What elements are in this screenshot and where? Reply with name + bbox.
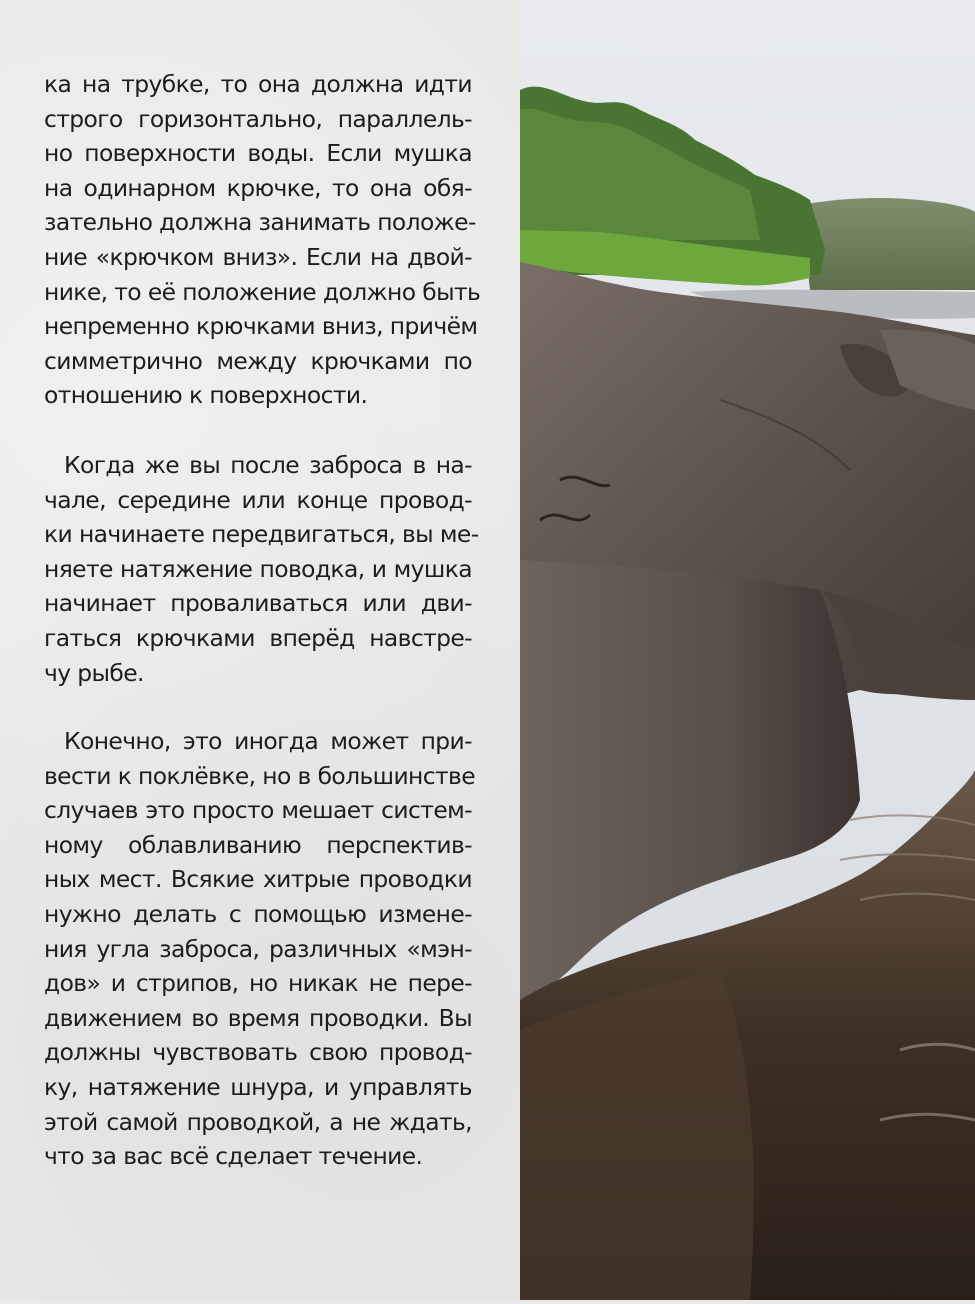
- text-line: но поверхности воды. Если мушка: [44, 139, 472, 168]
- text-line: отношению к поверхности.: [44, 381, 368, 410]
- text-line: непременно крючками вниз, причём: [44, 312, 478, 341]
- text-line: Когда же вы после заброса в на-: [64, 451, 472, 479]
- text-line: нужно делать с помощью измене-: [44, 899, 472, 928]
- text-line: ному облавливанию перспектив-: [44, 830, 472, 859]
- text-line: чу рыбе.: [44, 658, 144, 687]
- text-line: начинает проваливаться или дви-: [44, 589, 472, 618]
- text-line: случаев это просто мешает систем-: [44, 796, 472, 825]
- text-line: Конечно, это иногда может при-: [64, 727, 472, 755]
- text-line: гаться крючками вперёд навстре-: [44, 623, 472, 652]
- landscape-photo-icon: [520, 0, 975, 1300]
- text-line: движением во время проводки. Вы: [44, 1003, 472, 1032]
- text-line: этой самой проводкой, а не ждать,: [44, 1107, 472, 1136]
- distant-hill: [800, 198, 975, 290]
- text-line: симметрично между крючками по: [44, 346, 472, 375]
- text-line: строго горизонтально, параллель-: [44, 104, 472, 133]
- text-line: ных мест. Всякие хитрые проводки: [44, 865, 472, 894]
- text-line: должны чувствовать свою провод-: [44, 1038, 472, 1067]
- text-line: ки начинаете передвигаться, вы ме-: [44, 520, 479, 549]
- water-reflection: [520, 970, 754, 1300]
- text-line: вести к поклёвке, но в большинстве: [44, 761, 476, 790]
- text-line: на одинарном крючке, то она обя-: [44, 173, 472, 202]
- text-line: ка на трубке, то она должна идти: [44, 70, 472, 98]
- text-line: ку, натяжение шнура, и управлять: [44, 1072, 472, 1101]
- text-line: няете натяжение поводка, и мушка: [44, 554, 472, 583]
- text-line: зательно должна занимать положе-: [44, 208, 476, 237]
- text-line: ния угла заброса, различных «мэн-: [44, 934, 472, 963]
- paragraph-2: [44, 448, 479, 690]
- text-line: дов» и стрипов, но никак не пере-: [44, 969, 472, 998]
- text-line: чале, середине или конце провод-: [44, 485, 472, 514]
- text-line: нике, то её положение должно быть: [44, 277, 481, 306]
- paragraph-3: [44, 724, 476, 1174]
- text-line: что за вас всё сделает течение.: [44, 1142, 423, 1171]
- paragraph-1: [44, 67, 481, 413]
- text-line: ние «крючком вниз». Если на двой-: [44, 242, 472, 271]
